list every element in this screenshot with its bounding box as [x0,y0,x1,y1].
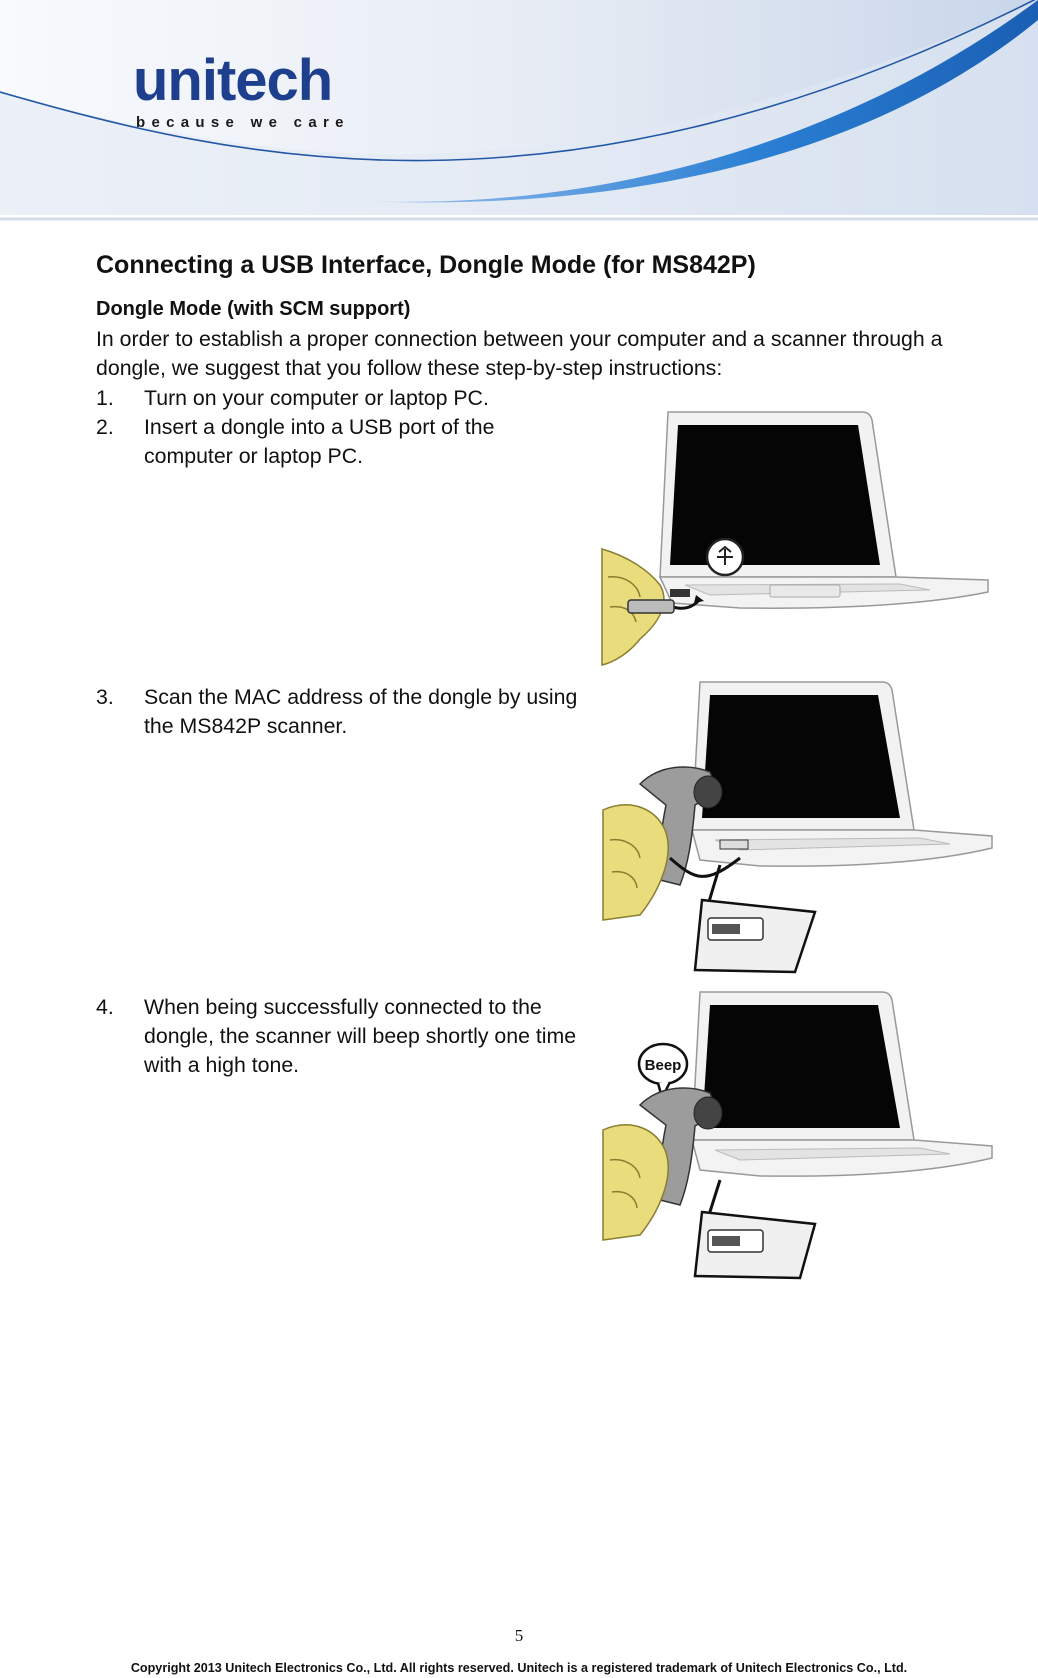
step-number: 1. [96,386,114,410]
step-text: Scan the MAC address of the dongle by using the MS842P scanner. [144,685,578,738]
page-number: 5 [514,1626,524,1645]
page-title: Connecting a USB Interface, Dongle Mode (for MS842P) [96,251,756,279]
dongle-insert-illustration [600,407,990,667]
section-subtitle: Dongle Mode (with SCM support) [96,298,411,320]
step-number: 4. [96,995,114,1019]
beep-label: Beep [644,1057,682,1074]
scan-mac-illustration [600,680,995,975]
step-number: 3. [96,685,114,709]
step-number: 2. [96,415,114,439]
beep-illustration [600,990,995,1280]
step-text: Insert a dongle into a USB port of the computer or laptop PC. [144,415,495,468]
intro-paragraph: In order to establish a proper connection between your computer and a scanner through a dongle, we suggest that you follow these step-by-step instructions: [96,327,943,380]
step-text: Turn on your computer or laptop PC. [144,386,489,410]
copyright-notice: Copyright 2013 Unitech Electronics Co., Ltd. All rights reserved. Unitech is a registered trademark of Unitech Electronics Co., Ltd. [130,1661,908,1675]
logo-tagline: because we care [136,114,350,131]
unitech-logo [133,48,350,131]
step-text: When being successfully connected to the dongle, the scanner will beep shortly one time with a high tone. [144,995,577,1077]
logo-brand: unitech [133,48,333,113]
